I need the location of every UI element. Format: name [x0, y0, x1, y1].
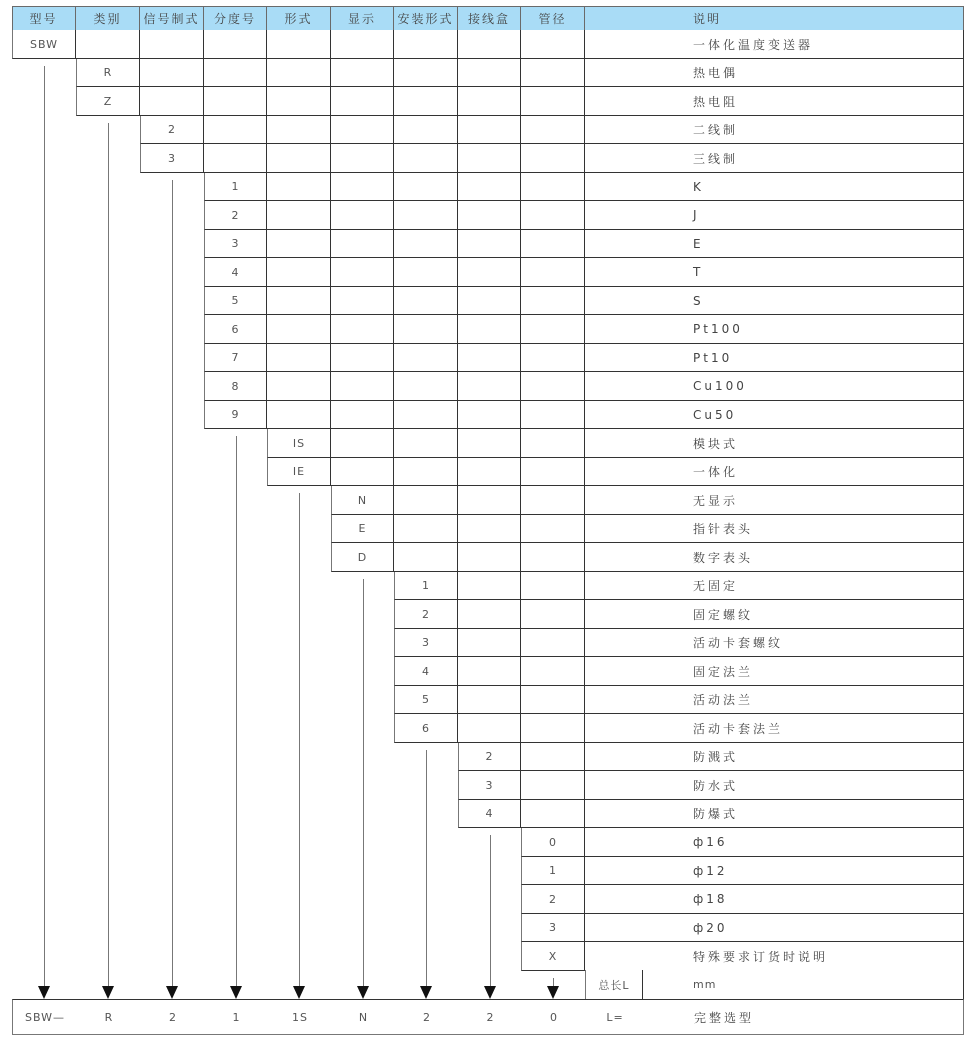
description-cell: ф12 — [585, 857, 964, 885]
connector-line-form — [299, 493, 300, 987]
empty-cell — [521, 144, 585, 173]
empty-cell — [521, 315, 585, 344]
description-cell: 固定法兰 — [585, 657, 964, 686]
connector-line-model — [44, 66, 45, 987]
result-code-category: R — [104, 1010, 114, 1024]
empty-cell — [394, 116, 458, 144]
code-cell-signal: 3 — [140, 144, 204, 173]
empty-cell — [458, 458, 521, 486]
empty-cell — [204, 59, 267, 87]
empty-cell — [204, 30, 267, 59]
empty-cell — [458, 401, 521, 429]
empty-cell — [267, 230, 331, 258]
header-graduation: 分度号 — [204, 7, 267, 30]
description-cell: S — [585, 287, 964, 315]
empty-cell — [521, 515, 585, 543]
empty-cell — [331, 315, 394, 344]
empty-cell — [458, 87, 521, 116]
description-cell: 活动法兰 — [585, 686, 964, 714]
empty-cell — [267, 173, 331, 201]
connector-line-graduation — [236, 436, 237, 987]
description-cell: J — [585, 201, 964, 230]
description-cell: ф16 — [585, 828, 964, 857]
empty-cell — [521, 344, 585, 372]
description-cell: 防溅式 — [585, 743, 964, 771]
description-cell: 防爆式 — [585, 800, 964, 828]
arrow-down-icon — [547, 986, 559, 999]
empty-cell — [394, 458, 458, 486]
empty-cell — [267, 201, 331, 230]
empty-cell — [521, 87, 585, 116]
empty-cell — [331, 144, 394, 173]
empty-cell — [521, 771, 585, 800]
arrow-down-icon — [230, 986, 242, 999]
empty-cell — [394, 144, 458, 173]
code-cell-junction-box: 2 — [458, 743, 521, 771]
code-cell-form: IE — [267, 458, 331, 486]
empty-cell — [394, 173, 458, 201]
empty-cell — [521, 657, 585, 686]
empty-cell — [267, 287, 331, 315]
code-cell-pipe-diameter: 2 — [521, 885, 585, 914]
connector-line-category — [108, 123, 109, 987]
description-cell: 一体化温度变送器 — [585, 30, 964, 59]
empty-cell — [267, 30, 331, 59]
header-model: 型号 — [12, 7, 76, 30]
header-form: 形式 — [267, 7, 331, 30]
empty-cell — [458, 543, 521, 572]
empty-cell — [394, 258, 458, 287]
header-signal: 信号制式 — [140, 7, 204, 30]
description-cell: Cu50 — [585, 401, 964, 429]
arrow-down-icon — [357, 986, 369, 999]
code-cell-junction-box: 4 — [458, 800, 521, 828]
empty-cell — [267, 87, 331, 116]
description-cell: K — [585, 173, 964, 201]
empty-cell — [458, 372, 521, 401]
empty-cell — [458, 657, 521, 686]
code-cell-mounting: 5 — [394, 686, 458, 714]
connector-line-signal — [172, 180, 173, 987]
length-label: 总长L — [585, 970, 643, 999]
result-length-label: L= — [606, 1010, 624, 1024]
empty-cell — [521, 572, 585, 600]
empty-cell — [140, 30, 204, 59]
empty-cell — [394, 315, 458, 344]
description-cell: ф20 — [585, 914, 964, 942]
empty-cell — [76, 30, 140, 59]
empty-cell — [458, 258, 521, 287]
empty-cell — [394, 372, 458, 401]
empty-cell — [521, 629, 585, 657]
header-description: 说明 — [585, 7, 964, 30]
code-cell-mounting: 6 — [394, 714, 458, 743]
code-cell-pipe-diameter: X — [521, 942, 585, 971]
empty-cell — [458, 144, 521, 173]
connector-line-mounting — [426, 750, 427, 987]
result-code-signal: 2 — [169, 1010, 177, 1024]
empty-cell — [458, 201, 521, 230]
empty-cell — [458, 173, 521, 201]
empty-cell — [331, 344, 394, 372]
empty-cell — [521, 59, 585, 87]
empty-cell — [458, 30, 521, 59]
empty-cell — [521, 372, 585, 401]
description-cell: 数字表头 — [585, 543, 964, 572]
header-category: 类别 — [76, 7, 140, 30]
code-cell-graduation: 5 — [204, 287, 267, 315]
connector-line-display — [363, 579, 364, 987]
code-cell-display: D — [331, 543, 394, 572]
empty-cell — [521, 30, 585, 59]
empty-cell — [394, 401, 458, 429]
description-cell: 活动卡套螺纹 — [585, 629, 964, 657]
code-cell-category: Z — [76, 87, 140, 116]
empty-cell — [267, 59, 331, 87]
code-cell-pipe-diameter: 0 — [521, 828, 585, 857]
empty-cell — [458, 230, 521, 258]
empty-cell — [204, 116, 267, 144]
empty-cell — [267, 372, 331, 401]
code-cell-graduation: 6 — [204, 315, 267, 344]
empty-cell — [394, 515, 458, 543]
empty-cell — [458, 714, 521, 743]
empty-cell — [140, 87, 204, 116]
code-cell-mounting: 4 — [394, 657, 458, 686]
empty-cell — [267, 258, 331, 287]
description-cell: 防水式 — [585, 771, 964, 800]
empty-cell — [521, 230, 585, 258]
empty-cell — [204, 144, 267, 173]
result-code-mounting: 2 — [423, 1010, 431, 1024]
empty-cell — [394, 87, 458, 116]
empty-cell — [140, 59, 204, 87]
code-cell-pipe-diameter: 3 — [521, 914, 585, 942]
empty-cell — [331, 429, 394, 458]
description-cell: 热电阻 — [585, 87, 964, 116]
result-code-pipe-diameter: 0 — [550, 1010, 558, 1024]
code-cell-form: IS — [267, 429, 331, 458]
result-code-model: SBW— — [24, 1010, 65, 1024]
description-cell: Pt100 — [585, 315, 964, 344]
code-cell-junction-box: 3 — [458, 771, 521, 800]
result-code-junction-box: 2 — [486, 1010, 495, 1024]
empty-cell — [458, 315, 521, 344]
empty-cell — [521, 173, 585, 201]
code-cell-graduation: 4 — [204, 258, 267, 287]
description-cell: ф18 — [585, 885, 964, 914]
empty-cell — [458, 287, 521, 315]
code-cell-pipe-diameter: 1 — [521, 857, 585, 885]
empty-cell — [394, 287, 458, 315]
result-row — [12, 999, 964, 1035]
arrow-down-icon — [420, 986, 432, 999]
empty-cell — [458, 572, 521, 600]
description-cell: 模块式 — [585, 429, 964, 458]
empty-cell — [521, 201, 585, 230]
description-cell: T — [585, 258, 964, 287]
empty-cell — [331, 173, 394, 201]
description-cell: 无显示 — [585, 486, 964, 515]
result-description: 完整选型 — [694, 1010, 755, 1025]
header-mounting: 安装形式 — [394, 7, 458, 30]
code-cell-graduation: 9 — [204, 401, 267, 429]
code-cell-model: SBW — [12, 30, 76, 59]
empty-cell — [458, 486, 521, 515]
empty-cell — [521, 401, 585, 429]
arrow-down-icon — [293, 986, 305, 999]
empty-cell — [331, 59, 394, 87]
empty-cell — [521, 743, 585, 771]
empty-cell — [394, 429, 458, 458]
empty-cell — [331, 87, 394, 116]
empty-cell — [458, 629, 521, 657]
empty-cell — [394, 59, 458, 87]
empty-cell — [394, 30, 458, 59]
code-cell-display: E — [331, 515, 394, 543]
empty-cell — [331, 230, 394, 258]
description-cell: 指针表头 — [585, 515, 964, 543]
code-cell-mounting: 1 — [394, 572, 458, 600]
empty-cell — [267, 116, 331, 144]
header-junction-box: 接线盒 — [458, 7, 521, 30]
code-cell-mounting: 3 — [394, 629, 458, 657]
code-cell-graduation: 8 — [204, 372, 267, 401]
description-cell: 特殊要求订货时说明 — [585, 942, 964, 971]
empty-cell — [331, 372, 394, 401]
description-cell: 活动卡套法兰 — [585, 714, 964, 743]
description-cell: 无固定 — [585, 572, 964, 600]
empty-cell — [331, 258, 394, 287]
code-cell-mounting: 2 — [394, 600, 458, 629]
description-cell: 一体化 — [585, 458, 964, 486]
arrow-down-icon — [102, 986, 114, 999]
description-cell: E — [585, 230, 964, 258]
empty-cell — [521, 600, 585, 629]
empty-cell — [521, 116, 585, 144]
arrow-down-icon — [166, 986, 178, 999]
empty-cell — [331, 30, 394, 59]
empty-cell — [331, 401, 394, 429]
description-cell: Pt10 — [585, 344, 964, 372]
empty-cell — [267, 344, 331, 372]
empty-cell — [521, 258, 585, 287]
description-cell: 固定螺纹 — [585, 600, 964, 629]
empty-cell — [267, 144, 331, 173]
description-cell: 二线制 — [585, 116, 964, 144]
empty-cell — [521, 287, 585, 315]
empty-cell — [521, 543, 585, 572]
empty-cell — [521, 800, 585, 828]
empty-cell — [331, 458, 394, 486]
empty-cell — [331, 201, 394, 230]
code-cell-display: N — [331, 486, 394, 515]
arrow-down-icon — [38, 986, 50, 999]
empty-cell — [267, 315, 331, 344]
empty-cell — [521, 714, 585, 743]
empty-cell — [204, 87, 267, 116]
code-cell-signal: 2 — [140, 116, 204, 144]
empty-cell — [458, 600, 521, 629]
empty-cell — [331, 116, 394, 144]
header-pipe-diameter: 管径 — [521, 7, 585, 30]
empty-cell — [521, 429, 585, 458]
code-cell-graduation: 3 — [204, 230, 267, 258]
description-cell: 三线制 — [585, 144, 964, 173]
empty-cell — [458, 344, 521, 372]
connector-line-junction-box — [490, 835, 491, 987]
empty-cell — [521, 686, 585, 714]
result-code-display: N — [358, 1010, 369, 1024]
empty-cell — [521, 486, 585, 515]
empty-cell — [458, 59, 521, 87]
empty-cell — [267, 401, 331, 429]
empty-cell — [458, 686, 521, 714]
arrow-down-icon — [484, 986, 496, 999]
code-cell-category: R — [76, 59, 140, 87]
empty-cell — [521, 458, 585, 486]
description-cell: Cu100 — [585, 372, 964, 401]
empty-cell — [394, 486, 458, 515]
empty-cell — [331, 287, 394, 315]
empty-cell — [394, 344, 458, 372]
empty-cell — [394, 543, 458, 572]
result-code-form: 1S — [292, 1010, 308, 1024]
length-unit: mm — [643, 970, 964, 999]
result-code-graduation: 1 — [232, 1010, 241, 1024]
code-cell-graduation: 7 — [204, 344, 267, 372]
empty-cell — [458, 116, 521, 144]
empty-cell — [394, 201, 458, 230]
code-cell-graduation: 1 — [204, 173, 267, 201]
header-display: 显示 — [331, 7, 394, 30]
empty-cell — [394, 230, 458, 258]
empty-cell — [458, 515, 521, 543]
description-cell: 热电偶 — [585, 59, 964, 87]
code-cell-graduation: 2 — [204, 201, 267, 230]
empty-cell — [458, 429, 521, 458]
